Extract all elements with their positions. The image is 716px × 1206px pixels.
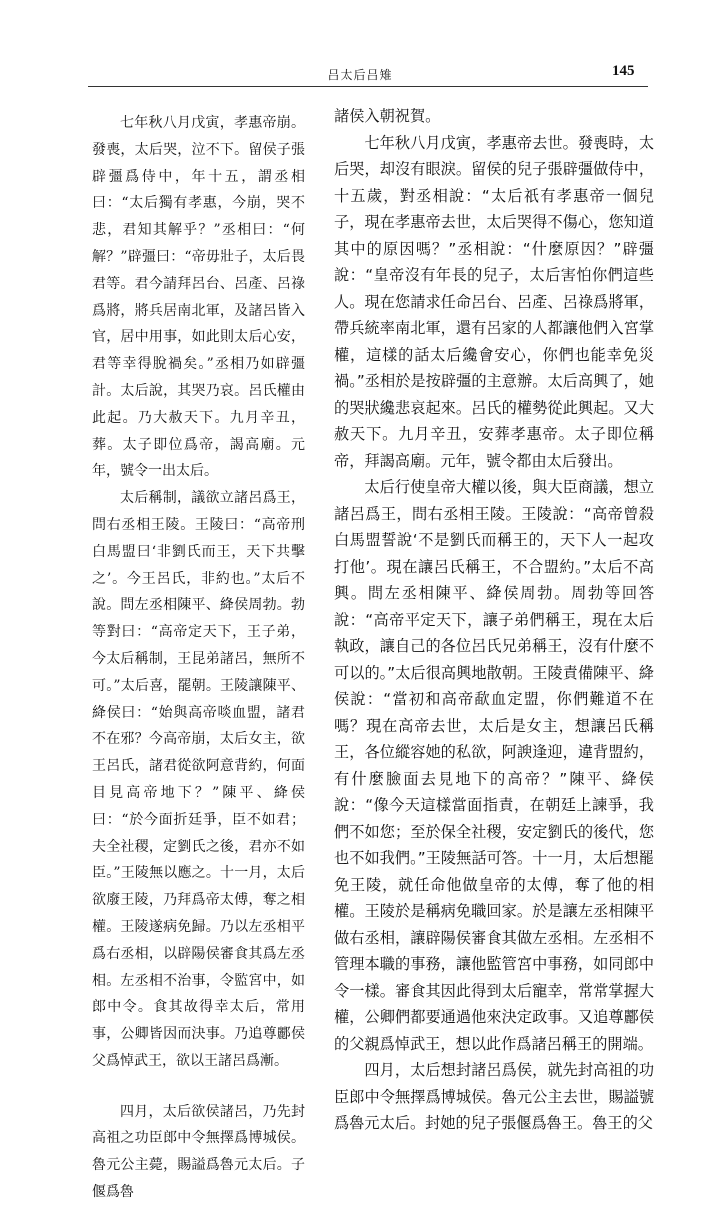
translation-paragraph-4: 四月，太后想封諸呂爲侯，就先封高祖的功臣郎中令無擇爲博城侯。魯元公主去世，賜謚號爲魯元太后。封她的兒子張偃爲魯王。魯王的父 [334, 1061, 654, 1132]
running-title: 吕太后吕雉 [327, 68, 393, 82]
translation-column [334, 103, 654, 1132]
page-number: 145 [612, 63, 635, 79]
classical-paragraph-2: 太后稱制，議欲立諸呂爲王，問右丞相王陵。王陵曰：“高帝刑白馬盟曰‘非劉氏而王，天下共擊之’。今王呂氏，非約也。”太后不說。問左丞相陳平、絳侯周勃。勃等對曰：“高帝定天下，王子弟，今太后稱制，王昆弟諸呂，無所不可。”太后喜，罷朝。王陵讓陳平、絳侯曰：“始與高帝啖血盟，諸君不在邪？今高帝崩，太后女主，欲王呂氏，諸君從欲阿意背約，何面目見高帝地下？”陳平、絳侯曰：“於今面折廷爭，臣不如君；夫全社稷，定劉氏之後，君亦不如臣。”王陵無以應之。十一月，太后欲廢王陵，乃拜爲帝太傅，奪之相權。王陵遂病免歸。乃以左丞相平爲右丞相，以辟陽侯審食其爲左丞相。左丞相不治事，令監宮中，如郎中令。食其故得幸太后，常用事，公卿皆因而決事。乃追尊酈侯父爲悼武王，欲以王諸呂爲漸。 [92, 490, 305, 1069]
page-header [0, 0, 716, 84]
classical-paragraph-1: 七年秋八月戊寅，孝惠帝崩。發喪，太后哭，泣不下。留侯子張辟彊爲侍中，年十五，謂丞相曰：“太后獨有孝惠，今崩，哭不悲，君知其解乎？”丞相曰：“何解？”辟彊曰：“帝毋壯子，太后畏君等。君今請拜呂台、呂產、呂祿爲將，將兵居南北軍，及諸呂皆入官，居中用事，如此則太后心安，君等幸得脫禍矣。”丞相乃如辟彊計。太后說，其哭乃哀。呂氏權由此起。乃大赦天下。九月辛丑，葬。太子即位爲帝，謁高廟。元年，號令一出太后。 [92, 115, 305, 480]
translation-paragraph-2: 七年秋八月戊寅，孝惠帝去世。發喪時，太后哭，却沒有眼淚。留侯的兒子張辟彊做侍中，十五歲，對丞相說：“太后祇有孝惠帝一個兒子，現在孝惠帝去世，太后哭得不傷心，您知道其中的原因嗎？”丞相說：“什麼原因？”辟彊說：“皇帝沒有年長的兒子，太后害怕你們這些人。現在您請求任命呂台、呂產、呂祿爲將軍，帶兵統率南北軍，還有呂家的人都讓他們入宮掌權，這樣的話太后纔會安心，你們也能幸免災禍。”丞相於是按辟彊的主意辦。太后高興了，她的哭狀纔悲哀起來。呂氏的權勢從此興起。又大赦天下。九月辛丑，安葬孝惠帝。太子即位稱帝，拜謁高廟。元年，號令都由太后發出。 [334, 133, 654, 470]
header-rule [88, 86, 648, 87]
classical-text-column [92, 110, 305, 1201]
classical-paragraph-3: 四月，太后欲侯諸呂，乃先封高祖之功臣郎中令無擇爲博城侯。魯元公主薨，賜謚爲魯元太后。子偃爲魯 [92, 1103, 305, 1201]
translation-paragraph-3: 太后行使皇帝大權以後，與大臣商議，想立諸呂爲王，問右丞相王陵。王陵說：“高帝曾殺白馬盟誓說‘不是劉氏而稱王的，天下人一起攻打他’。現在讓呂氏稱王，不合盟約。”太后不高興。問左丞相陳平、絳侯周勃。周勃等回答說：“高帝平定天下，讓子弟們稱王，現在太后執政，讓自己的各位呂氏兄弟稱王，沒有什麼不可以的。”太后很高興地散朝。王陵責備陳平、絳侯說：“當初和高帝歃血定盟，你們難道不在嗎？現在高帝去世，太后是女主，想讓呂氏稱王，各位縱容她的私欲，阿諛逢迎，違背盟約，有什麼臉面去見地下的高帝？”陳平、絳侯說：“像今天這樣當面指責，在朝廷上諫爭，我們不如您；至於保全社稷，安定劉氏的後代，您也不如我們。”王陵無話可答。十一月，太后想罷免王陵，就任命他做皇帝的太傅，奪了他的相權。王陵於是稱病免職回家。於是讓左丞相陳平做右丞相，讓辟陽侯審食其做左丞相。左丞相不管理本職的事務，讓他監管宮中事務，如同郎中令一樣。審食其因此得到太后寵幸，常常掌握大權，公卿們都要通過他來決定政事。又追尊酈侯的父親爲悼武王，想以此作爲諸呂稱王的開端。 [334, 478, 654, 1053]
translation-paragraph-1: 諸侯入朝祝賀。 [334, 107, 441, 125]
